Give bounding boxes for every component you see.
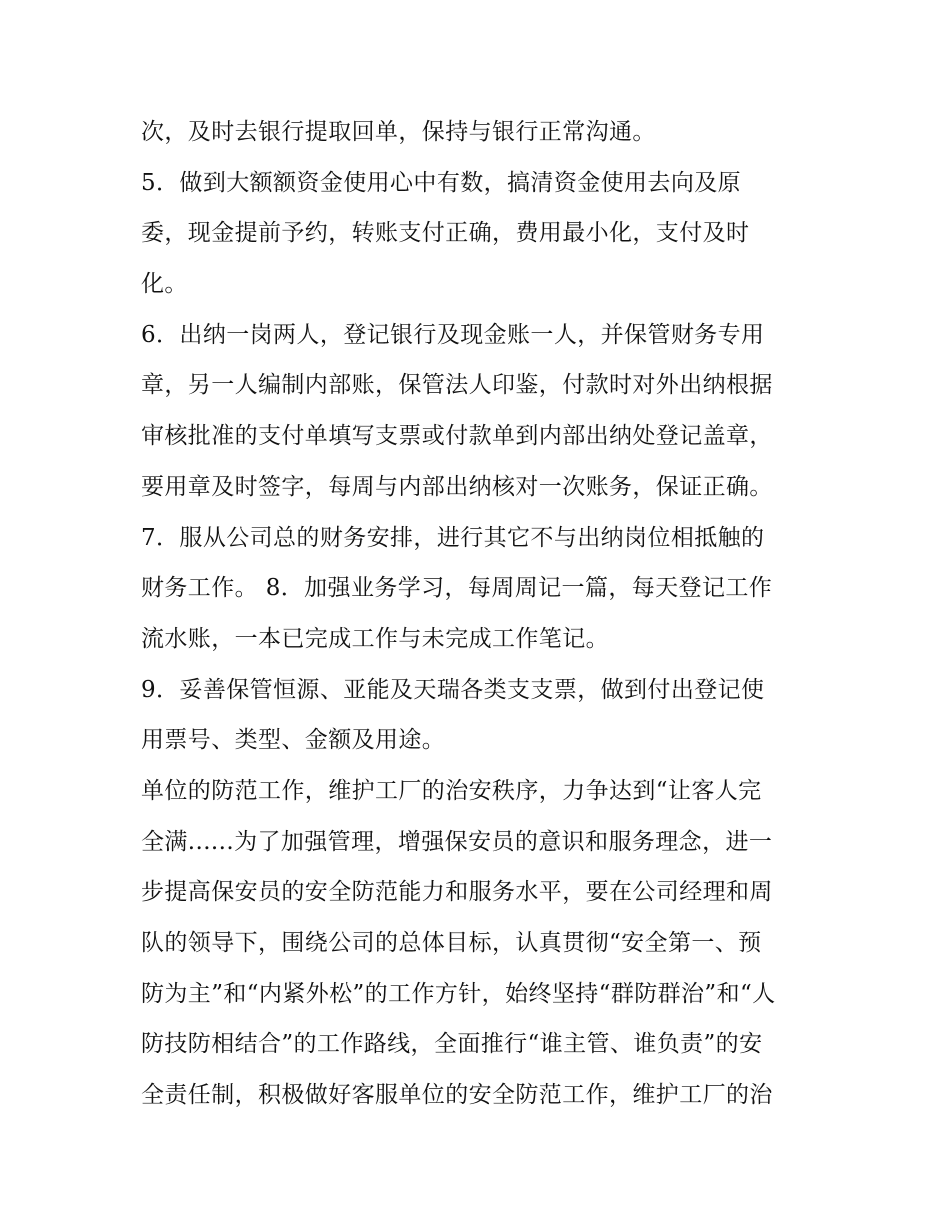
- text-line: 防为主”和“内紧外松”的工作方针，始终坚持“群防群治”和“人: [141, 980, 776, 1007]
- text-line: 章，另一人编制内部账，保管法人印鉴，付款时对外出纳根据: [141, 372, 773, 399]
- text-line: 队的领导下，围绕公司的总体目标，认真贯彻“安全第一、预: [141, 930, 762, 956]
- text-line: 全责任制，积极做好客服单位的安全防范工作，维护工厂的治: [141, 1082, 773, 1109]
- text-line: 9．妥善保管恒源、亚能及天瑞各类支支票，做到付出登记使: [141, 676, 765, 703]
- text-line: 6．出纳一岗两人，登记银行及现金账一人，并保管财务专用: [141, 321, 765, 348]
- text-line: 用票号、类型、金额及用途。: [141, 727, 446, 754]
- text-line: 防技防相结合”的工作路线，全面推行“谁主管、谁负责”的安: [141, 1031, 763, 1058]
- text-line: 单位的防范工作，维护工厂的治安秩序，力争达到“让客人完: [141, 777, 762, 804]
- text-line: 要用章及时签字，每周与内部出纳核对一次账务，保证正确。: [141, 473, 773, 500]
- document-body: [141, 107, 821, 1121]
- text-line: 次，及时去银行提取回单，保持与银行正常沟通。: [141, 119, 656, 145]
- text-line: 5．做到大额额资金使用心中有数，搞清资金使用去向及原: [141, 169, 742, 196]
- text-line: 流水账，一本已完成工作与未完成工作笔记。: [141, 625, 609, 652]
- text-line: 委，现金提前予约，转账支付正确，费用最小化，支付及时: [141, 220, 750, 247]
- text-line: 全满......为了加强管理，增强保安员的意识和服务理念，进一: [141, 828, 773, 855]
- text-line: 财务工作。 8．加强业务学习，每周周记一篇，每天登记工作: [141, 575, 773, 602]
- text-line: 步提高保安员的安全防范能力和服务水平，要在公司经理和周: [141, 879, 773, 906]
- text-line: 化。: [141, 271, 188, 298]
- text-line: 审核批准的支付单填写支票或付款单到内部出纳处登记盖章，: [141, 423, 773, 450]
- text-line: 7．服从公司总的财务安排，进行其它不与出纳岗位相抵触的: [141, 524, 765, 551]
